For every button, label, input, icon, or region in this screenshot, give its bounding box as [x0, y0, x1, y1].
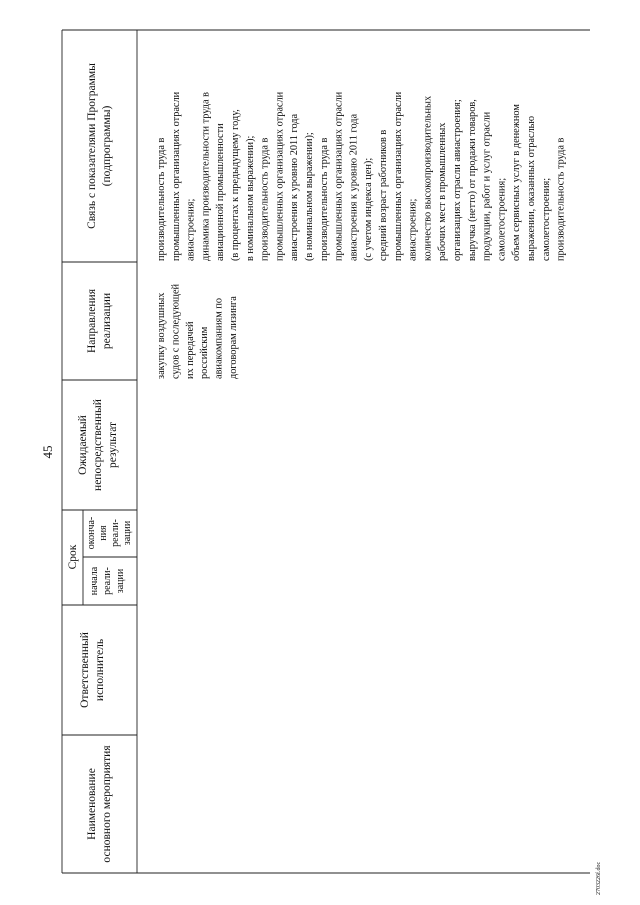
header-executor-line: Ответственный: [79, 632, 91, 708]
header-result-line: непосредственный: [92, 399, 104, 491]
header-result: [77, 399, 119, 491]
header-start: [89, 566, 126, 595]
header-directions-line: реализации: [101, 292, 113, 350]
indicators-line: самолетостроения;: [496, 177, 508, 261]
header-indicators-line: (подпрограммы): [101, 105, 113, 187]
page-number: 45: [40, 445, 55, 459]
directions-line: авиакомпаниям по: [213, 297, 225, 379]
indicators-line: продукции, работ и услуг отрасли: [481, 111, 493, 261]
directions-line: договорам лизинга: [228, 296, 239, 379]
indicators-line: рабочих мест в промышленных: [437, 122, 449, 261]
header-end-line: ния: [98, 525, 109, 541]
indicators-line: промышленных организациях отрасли: [274, 91, 286, 261]
indicators-line: (с учетом индекса цен);: [363, 157, 375, 261]
indicators-line: количество высокопроизводительных: [422, 95, 434, 261]
indicators-line: выручка (нетто) от продажи товаров,: [466, 99, 478, 261]
indicators-line: организациях отрасли авиастроения;: [452, 99, 463, 261]
header-result-line: результат: [107, 421, 119, 469]
header-name-line: основного мероприятия: [101, 745, 113, 863]
indicators-cell: [156, 91, 567, 261]
header-executor: [79, 632, 106, 708]
header-end: [86, 517, 133, 550]
header-end-line: оконча-: [86, 516, 97, 550]
directions-line: российским: [199, 326, 211, 379]
header-result-line: Ожидаемый: [77, 415, 89, 475]
indicators-line: производительность труда в: [156, 137, 167, 261]
footer-filename: 2703226f.doc: [596, 861, 602, 895]
indicators-line: объем сервисных услуг в денежном: [511, 104, 523, 261]
header-name-line: Наименование: [86, 768, 98, 840]
indicators-line: авиастроения;: [185, 198, 197, 261]
header-indicators-line: Связь с показателями Программы: [86, 63, 98, 229]
header-end-line: зации: [122, 520, 133, 546]
header-term: Срок: [67, 544, 79, 570]
indicators-line: промышленных организациях отрасли: [392, 91, 404, 261]
header-start-line: зации: [115, 568, 126, 594]
indicators-line: производительность труда в: [318, 137, 330, 261]
indicators-line: средний возраст работников в: [378, 129, 389, 261]
header-start-line: реали-: [102, 567, 113, 595]
directions-cell: [156, 283, 239, 379]
indicators-line: авиастроения к уровню 2011 года: [348, 113, 360, 261]
directions-line: их передачей: [184, 321, 196, 379]
header-end-line: реали-: [110, 519, 121, 547]
directions-line: закупку воздушных: [156, 292, 167, 379]
indicators-line: (в процентах к предыдущему году,: [230, 109, 241, 261]
indicators-line: авиастроения;: [407, 198, 419, 261]
header-directions-line: Направления: [86, 289, 98, 353]
header-indicators: [86, 63, 113, 229]
header-directions: [86, 288, 113, 353]
indicators-line: производительность труда в: [555, 137, 567, 261]
header-executor-line: исполнитель: [94, 638, 106, 702]
header-start-line: начала: [89, 566, 100, 596]
directions-line: судов с последующей: [170, 283, 182, 379]
indicators-line: (в номинальном выражении);: [304, 132, 315, 261]
indicators-line: в номинальном выражении);: [244, 135, 256, 261]
indicators-line: промышленных организациях отрасли: [170, 91, 182, 261]
header-name: [86, 745, 113, 863]
indicators-line: выражении, оказанных отраслью: [526, 115, 537, 261]
indicators-line: авиастроения к уровню 2011 года: [289, 113, 301, 261]
indicators-line: самолетостроения;: [540, 177, 552, 261]
indicators-line: промышленных организациях отрасли: [333, 91, 345, 261]
indicators-line: производительность труда в: [259, 137, 271, 261]
indicators-line: авиационной промышленности: [215, 123, 227, 261]
indicators-line: динамика производительности труда в: [200, 92, 212, 261]
